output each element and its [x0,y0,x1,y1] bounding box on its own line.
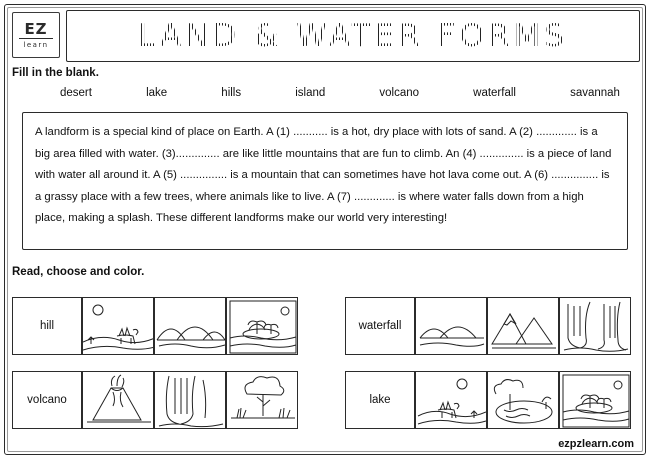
choice-label-text: lake [369,394,391,406]
picture-hills-scene[interactable] [415,297,487,355]
picture-hills-scene[interactable] [154,297,226,355]
choice-label-waterfall [345,297,415,355]
picture-savannah-tree-scene[interactable] [226,371,298,429]
word-bank-item-volcano: volcano [379,87,420,99]
choice-label-hill [12,297,82,355]
choice-label-lake [345,371,415,429]
choice-row-1-left [12,297,298,355]
title-box [66,10,640,62]
picture-lake-scene[interactable] [487,371,559,429]
word-bank-item-hills: hills [221,87,242,99]
word-bank-item-waterfall: waterfall [473,87,516,99]
picture-desert-camel-scene[interactable] [82,297,154,355]
paragraph-text: A landform is a special kind of place on Earth. A (1) ........... is a hot, dry place with lots of sand. A (2) ............. is a big area filled with water. (3).............. are like little mountains that are fun to climb. An (4) .............. is a piece of land with water all around it. A (5) ............... is a mountain that can sometimes have hot lava come out. A (6) ............... is a grassy place with a few trees, where animals like to live. A (7) ............. is where water falls down from a high place, making a splash. These different landforms make our world very interesting! [35,126,612,224]
choice-label-volcano [12,371,82,429]
word-bank-item-lake: lake [146,87,168,99]
word-bank-item-savannah: savannah [570,87,620,99]
picture-desert-camel-scene[interactable] [415,371,487,429]
picture-waterfall-scene[interactable] [154,371,226,429]
picture-waterfall-scene[interactable] [559,297,631,355]
choice-row-1-right [345,297,631,355]
page-title: LAND & WATER FORMS [138,18,568,54]
logo-top-text: EZ [24,19,48,38]
ezpzlearn-logo [12,12,60,58]
worksheet-header [12,10,638,62]
instruction-fill-in-the-blank: Fill in the blank. [12,67,99,79]
choice-label-text: hill [39,320,55,332]
paragraph-box [22,112,628,250]
picture-island-scene[interactable] [226,297,298,355]
footer-website: ezpzlearn.com [558,438,634,450]
choice-row-2-left [12,371,298,429]
picture-mountains-scene[interactable] [487,297,559,355]
word-bank-item-island: island [295,87,326,99]
logo-divider [19,38,53,39]
choice-row-2-right [345,371,631,429]
picture-volcano-scene[interactable] [82,371,154,429]
choice-label-text: waterfall [358,320,402,332]
choice-label-text: volcano [27,394,67,406]
word-bank-item-desert: desert [60,87,92,99]
logo-bottom-text: learn [23,40,49,49]
picture-island-scene[interactable] [559,371,631,429]
instruction-read-choose-color: Read, choose and color. [12,266,145,278]
word-bank [60,87,620,99]
